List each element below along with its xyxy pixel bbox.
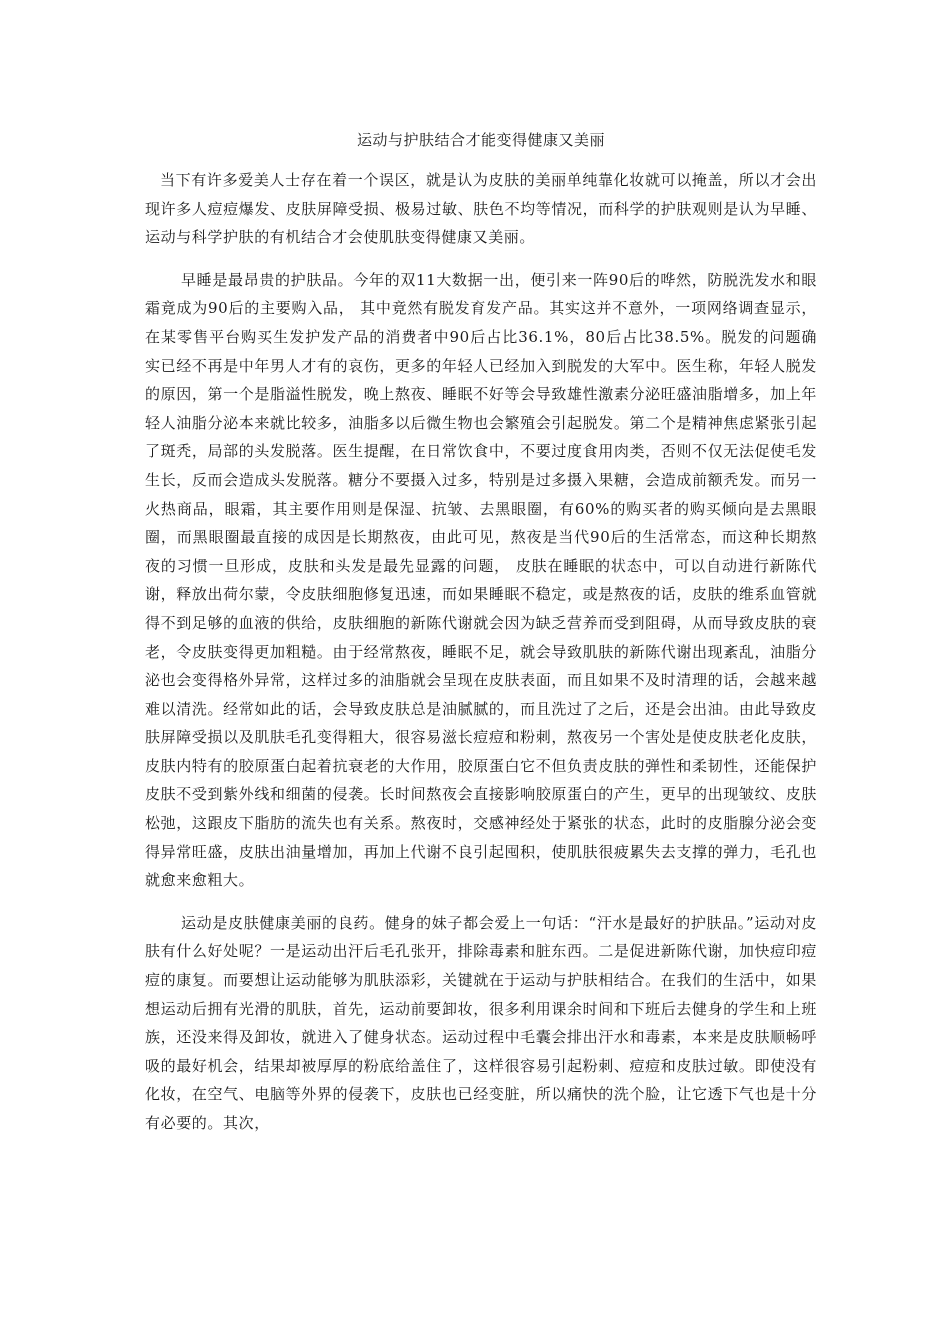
document-page <box>145 128 817 1152</box>
paragraph-sleep: 早睡是最昂贵的护肤品。今年的双11大数据一出，便引来一阵90后的哗然，防脱洗发水和眼霜竟成为90后的主要购入品， 其中竟然有脱发育发产品。其实这并不意外，一项网络调查显示，在某零售平台购买生发护发产品的消费者中90后占比36.1%，80后占比38.5%。脱发的问题确实已经不再是中年男人才有的哀伤，更多的年轻人已经加入到脱发的大军中。医生称，年轻人脱发的原因，第一个是脂溢性脱发，晚上熬夜、睡眠不好等会导致雄性激素分泌旺盛油脂增多，加上年轻人油脂分泌本来就比较多，油脂多以后微生物也会繁殖会引起脱发。第二个是精神焦虑紧张引起了斑秃，局部的头发脱落。医生提醒，在日常饮食中，不要过度食用肉类，否则不仅无法促使毛发生长，反而会造成头发脱落。糖分不要摄入过多，特别是过多摄入果糖，会造成前额秃发。而另一火热商品，眼霜，其主要作用则是保湿、抗皱、去黑眼圈，有60%的购买者的购买倾向是去黑眼圈，而黑眼圈最直接的成因是长期熬夜，由此可见，熬夜是当代90后的生活常态，而这种长期熬夜的习惯一旦形成，皮肤和头发是最先显露的问题， 皮肤在睡眠的状态中，可以自动进行新陈代谢，释放出荷尔蒙，令皮肤细胞修复迅速，而如果睡眠不稳定，或是熬夜的话，皮肤的维系血管就得不到足够的血液的供给，皮肤细胞的新陈代谢就会因为缺乏营养而受到阻碍，从而导致皮肤的衰老，令皮肤变得更加粗糙。由于经常熬夜，睡眠不足，就会导致肌肤的新陈代谢出现紊乱，油脂分泌也会变得格外异常，这样过多的油脂就会呈现在皮肤表面，而且如果不及时清理的话，会越来越难以清洗。经常如此的话，会导致皮肤总是油腻腻的，而且洗过了之后，还是会出油。由此导致皮肤屏障受损以及肌肤毛孔变得粗大，很容易滋长痘痘和粉刺，熬夜另一个害处是使皮肤老化皮肤，皮肤内特有的胶原蛋白起着抗衰老的大作用，胶原蛋白它不但负责皮肤的弹性和柔韧性，还能保护皮肤不受到紫外线和细菌的侵袭。长时间熬夜会直接影响胶原蛋白的产生，更早的出现皱纹、皮肤松弛，这跟皮下脂肪的流失也有关系。熬夜时，交感神经处于紧张的状态，此时的皮脂腺分泌会变得异常旺盛，皮肤出油量增加，再加上代谢不良引起囤积，使肌肤很疲累失去支撑的弹力，毛孔也就愈来愈粗大。 <box>145 270 817 890</box>
paragraph-exercise: 运动是皮肤健康美丽的良药。健身的妹子都会爱上一句话：“汗水是最好的护肤品。”运动对皮肤有什么好处呢？一是运动出汗后毛孔张开，排除毒素和脏东西。二是促进新陈代谢，加快痘印痘痘的康复。而要想让运动能够为肌肤添彩，关键就在于运动与护肤相结合。在我们的生活中，如果想运动后拥有光滑的肌肤，首先，运动前要卸妆，很多利用课余时间和下班后去健身的学生和上班族，还没来得及卸妆，就进入了健身状态。运动过程中毛囊会排出汗水和毒素，本来是皮肤顺畅呼吸的最好机会，结果却被厚厚的粉底给盖住了，这样很容易引起粉刺、痘痘和皮肤过敏。即使没有化妆，在空气、电脑等外界的侵袭下，皮肤也已经变脏，所以痛快的洗个脸，让它透下气也是十分有必要的。其次， <box>145 913 817 1132</box>
paragraph-intro: 当下有许多爱美人士存在着一个误区，就是认为皮肤的美丽单纯靠化妆就可以掩盖，所以才会出现许多人痘痘爆发、皮肤屏障受损、极易过敏、肤色不均等情况，而科学的护肤观则是认为早睡、运动与科学护肤的有机结合才会使肌肤变得健康又美丽。 <box>145 171 817 247</box>
document-title: 运动与护肤结合才能变得健康又美丽 <box>356 131 605 149</box>
